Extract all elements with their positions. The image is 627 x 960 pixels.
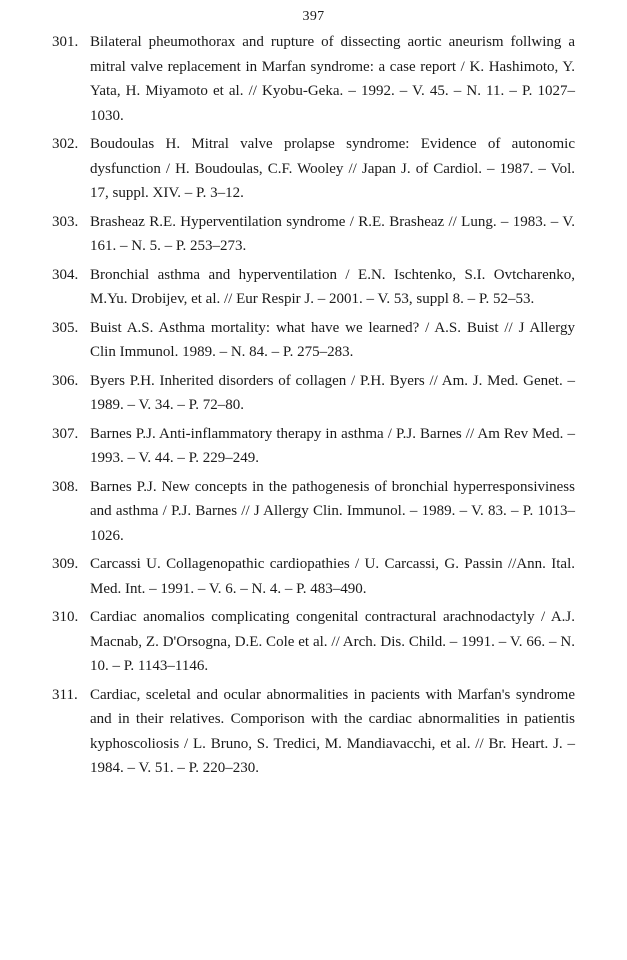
reference-text: Cardiac, sceletal and ocular abnormalities in pacients with Marfan's syndrome and in their relatives. Comporison with the cardiac abnormalities in patientis kyphoscoliosis / L. Bruno, S. Tredici, M. Mandiavacchi, et al. // Br. Heart. J. – 1984. – V. 51. – P. 220–230. [90, 686, 575, 776]
reference-item [52, 683, 575, 781]
page-number: 397 [302, 9, 325, 24]
reference-number: 305. [52, 319, 79, 336]
reference-item [52, 369, 575, 418]
reference-number: 309. [52, 556, 79, 572]
reference-number: 306. [52, 372, 79, 389]
reference-number: 310. [52, 609, 79, 625]
reference-item [52, 422, 575, 471]
reference-number: 308. [52, 478, 79, 495]
reference-text: Barnes P.J. New concepts in the pathogenesis of bronchial hyperresponsiviness and asthma / P.J. Barnes // J Allergy Clin. Immunol. – 1989. – V. 83. – P. 1013–1026. [90, 478, 575, 544]
reference-text: Carcassi U. Collagenopathic cardiopathies / U. Carcassi, G. Passin //Ann. Ital. Med. Int. – 1991. – V. 6. – N. 4. – P. 483–490. [90, 556, 575, 597]
reference-text: Cardiac anomalios complicating congenital contractural arachnodactyly / A.J. Macnab, Z. D'Orsogna, D.E. Cole et al. // Arch. Dis. Child. – 1991. – V. 66. – N. 10. – P. 1143–1146. [90, 609, 575, 674]
reference-text: Bilateral pheumothorax and rupture of dissecting aortic aneurism follwing a mitral valve replacement in Marfan syndrome: a case report / K. Hashimoto, Y. Yata, H. Miyamoto et al. // Kyobu-Geka. – 1992. – V. 45. – N. 11. – P. 1027–1030. [90, 34, 575, 124]
reference-text: Bronchial asthma and hyperventilation / E.N. Ischtenko, S.I. Ovtcharenko, M.Yu. Drobijev, et al. // Eur Respir J. – 2001. – V. 53, suppl 8. – P. 52–53. [90, 266, 575, 307]
reference-text: Buist A.S. Asthma mortality: what have we learned? / A.S. Buist // J Allergy Clin Immunol. 1989. – N. 84. – P. 275–283. [90, 319, 575, 360]
reference-number: 302. [52, 136, 79, 152]
reference-number: 307. [52, 425, 79, 442]
reference-text: Byers P.H. Inherited disorders of collagen / P.H. Byers // Am. J. Med. Genet. – 1989. – V. 34. – P. 72–80. [90, 372, 575, 413]
reference-number: 304. [52, 266, 79, 283]
reference-item [52, 552, 575, 601]
reference-item [52, 210, 575, 259]
reference-list [52, 30, 575, 785]
reference-item [52, 605, 575, 679]
reference-item [52, 132, 575, 206]
reference-item [52, 316, 575, 365]
reference-number: 301. [52, 34, 79, 50]
reference-number: 303. [52, 213, 79, 230]
reference-number: 311. [52, 686, 78, 703]
reference-item [52, 263, 575, 312]
reference-text: Boudoulas H. Mitral valve prolapse syndrome: Evidence of autonomic dysfunction / H. Boudoulas, C.F. Wooley // Japan J. of Cardiol. – 1987. – Vol. 17, suppl. XIV. – P. 3–12. [90, 136, 575, 201]
reference-text: Brasheaz R.E. Hyperventilation syndrome / R.E. Brasheaz // Lung. – 1983. – V. 161. – N. 5. – P. 253–273. [90, 213, 575, 254]
reference-text: Barnes P.J. Anti-inflammatory therapy in asthma / P.J. Barnes // Am Rev Med. – 1993. – V. 44. – P. 229–249. [90, 425, 575, 466]
reference-item [52, 475, 575, 549]
reference-item [52, 30, 575, 128]
